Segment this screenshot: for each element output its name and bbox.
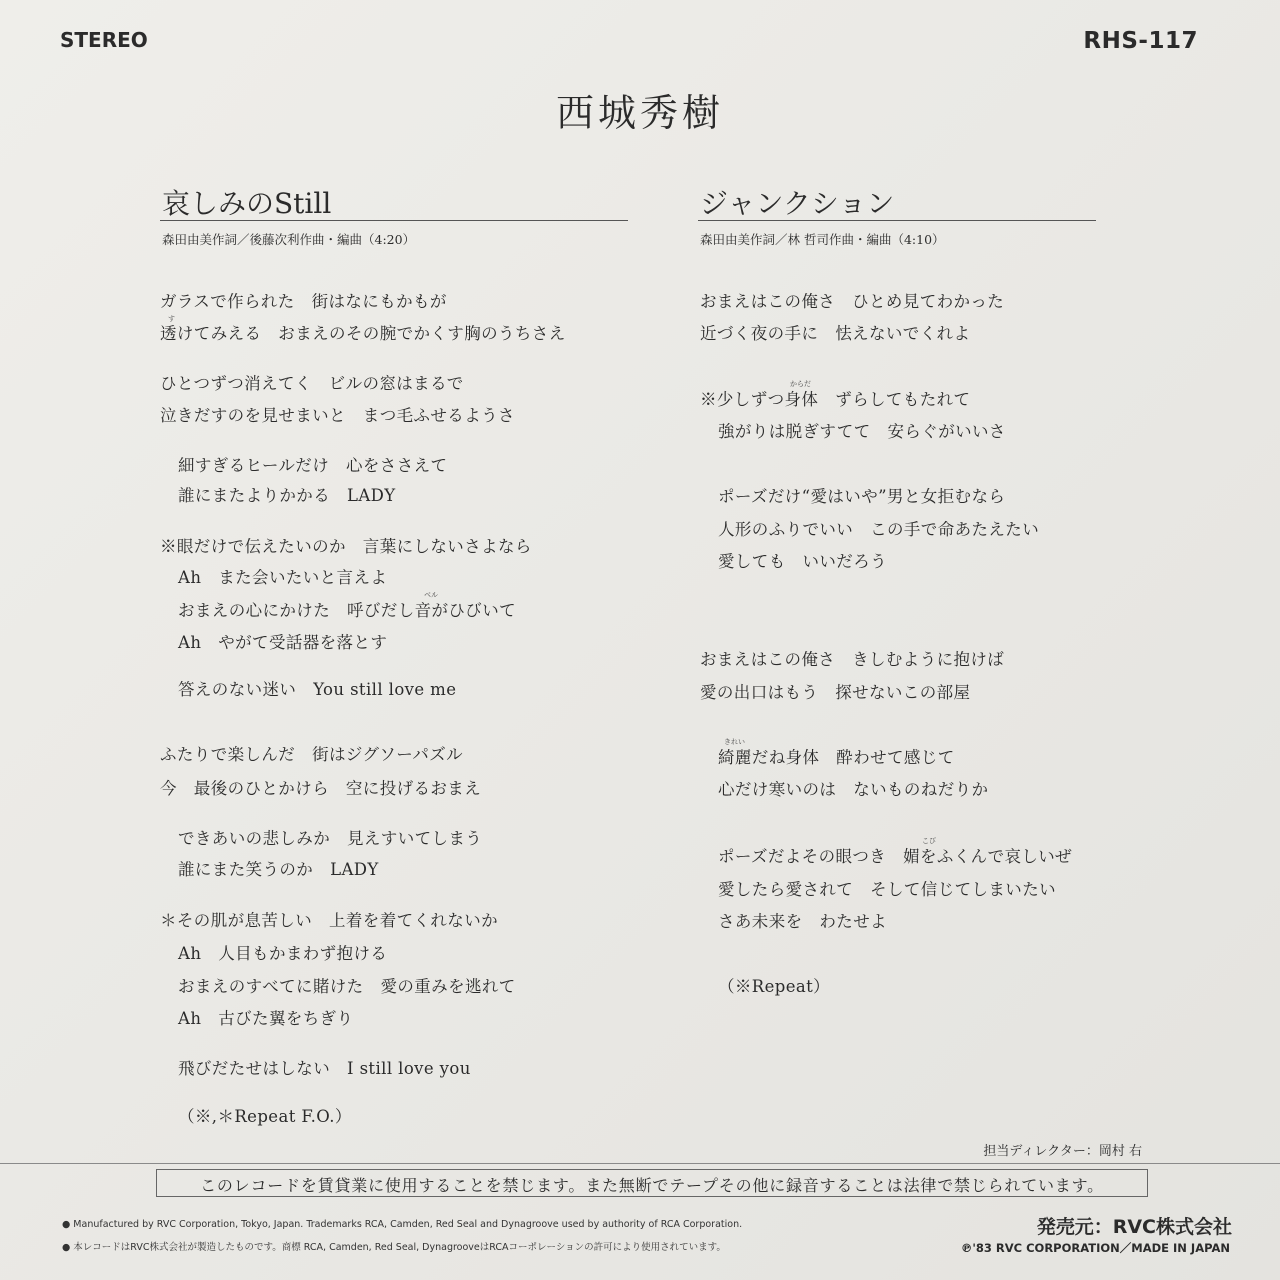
lyric-line: おまえのすべてに賭けた 愛の重みを逃れて (178, 977, 516, 996)
title-rule-2 (698, 220, 1096, 221)
stereo-label: STEREO (60, 28, 148, 52)
manufactured-en: ● Manufactured by RVC Corporation, Tokyo, Japan. Trademarks RCA, Camden, Red Seal and Dynagroove used by authority of RCA Corporation. (62, 1219, 743, 1230)
lyric-line: さあ未来を わたせよ (718, 912, 887, 931)
lyric-line: できあいの悲しみか 見えすいてしまう (178, 829, 483, 848)
rental-notice-box (156, 1169, 1148, 1197)
lyric-line: 近づく夜の手に 怯えないでくれよ (700, 324, 971, 343)
seller-label: 発売元：RVC株式会社 (1036, 1216, 1232, 1238)
lyric-line: 人形のふりでいい この手で命あたえたい (718, 520, 1040, 539)
lyric-line: 今 最後のひとかけら 空に投げるおまえ (160, 779, 482, 798)
footer-divider (0, 1163, 1280, 1164)
lyric-line: おまえの心にかけた 呼びだし音がひびいて (178, 601, 516, 620)
lyric-line: ※少しずつ身体 ずらしてもたれて (700, 390, 971, 409)
furigana: きれい (724, 738, 745, 746)
lyric-line: （※,＊Repeat F.O.） (178, 1107, 352, 1126)
lyric-line: おまえはこの俺さ ひとめ見てわかった (700, 292, 1005, 311)
lyric-line: 綺麗だね身体 酔わせて感じて (718, 748, 955, 767)
lyric-line: ふたりで楽しんだ 街はジグソーパズル (160, 745, 464, 764)
lyric-line: ガラスで作られた 街はなにもかもが (160, 292, 447, 311)
furigana: ベル (424, 591, 438, 599)
lyric-line: （※Repeat） (718, 977, 831, 996)
copyright-line: ℗'83 RVC CORPORATION／MADE IN JAPAN (960, 1241, 1230, 1255)
lyric-line: 愛したら愛されて そして信じてしまいたい (718, 880, 1056, 899)
song-title-2: ジャンクション (700, 187, 895, 220)
lyric-line: 飛びだたせはしない I still love you (178, 1059, 471, 1078)
lyric-line: 答えのない迷い You still love me (178, 680, 457, 699)
lyric-line: 心だけ寒いのは ないものねだりか (718, 780, 989, 799)
furigana: こび (922, 837, 936, 845)
lyric-line: 細すぎるヒールだけ 心をささえて (178, 456, 448, 475)
rental-notice: このレコードを賃貸業に使用することを禁じます。また無断でテープその他に録音することは法律で禁じられています。 (200, 1176, 1104, 1195)
furigana: す (168, 315, 175, 323)
lyric-line: 透けてみえる おまえのその腕でかくす胸のうちさえ (160, 324, 566, 343)
lyric-line: 泣きだすのを見せまいと まつ毛ふせるようさ (160, 406, 515, 425)
lyric-line: 愛しても いいだろう (718, 552, 887, 571)
catalog-number: RHS-117 (1083, 28, 1198, 54)
artist-name: 西城秀樹 (555, 91, 724, 135)
title-rule-1 (160, 220, 628, 221)
lyric-line: ポーズだけ“愛はいや”男と女拒むなら (718, 487, 1006, 506)
lyric-line: 誰にまた笑うのか LADY (178, 860, 379, 879)
lyric-line: Ah やがて受話器を落とす (178, 633, 388, 652)
furigana: からだ (790, 380, 811, 388)
lyric-line: 誰にまたよりかかる LADY (178, 486, 396, 505)
lyric-line: Ah また会いたいと言えよ (178, 568, 388, 587)
lyric-line: おまえはこの俺さ きしむように抱けば (700, 650, 1005, 669)
song-title-1: 哀しみのStill (162, 187, 332, 220)
lyric-line: ひとつずつ消えてく ビルの窓はまるで (160, 374, 464, 393)
song-credits-1: 森田由美作詞／後藤次利作曲・編曲（4:20） (162, 232, 416, 247)
lyric-line: Ah 古びた翼をちぎり (178, 1009, 354, 1028)
lyric-line: ※眼だけで伝えたいのか 言葉にしないさよなら (160, 537, 532, 556)
lyric-line: Ah 人目もかまわず抱ける (178, 944, 388, 963)
manufactured-ja: ● 本レコードはRVC株式会社が製造したものです。商標 RCA, Camden, Red Seal, DynagrooveはRCAコーポレーションの許可により使用されています。 (62, 1242, 726, 1253)
song-credits-2: 森田由美作詞／林 哲司作曲・編曲（4:10） (700, 232, 945, 247)
lyric-line: ＊その肌が息苦しい 上着を着てくれないか (160, 911, 498, 930)
lyric-line: ポーズだよその眼つき 媚をふくんで哀しいぜ (718, 847, 1073, 866)
lyric-line: 強がりは脱ぎすてて 安らぐがいいさ (718, 422, 1006, 441)
director-credit: 担当ディレクター：岡村 右 (983, 1144, 1142, 1159)
lyric-line: 愛の出口はもう 探せないこの部屋 (700, 683, 971, 702)
